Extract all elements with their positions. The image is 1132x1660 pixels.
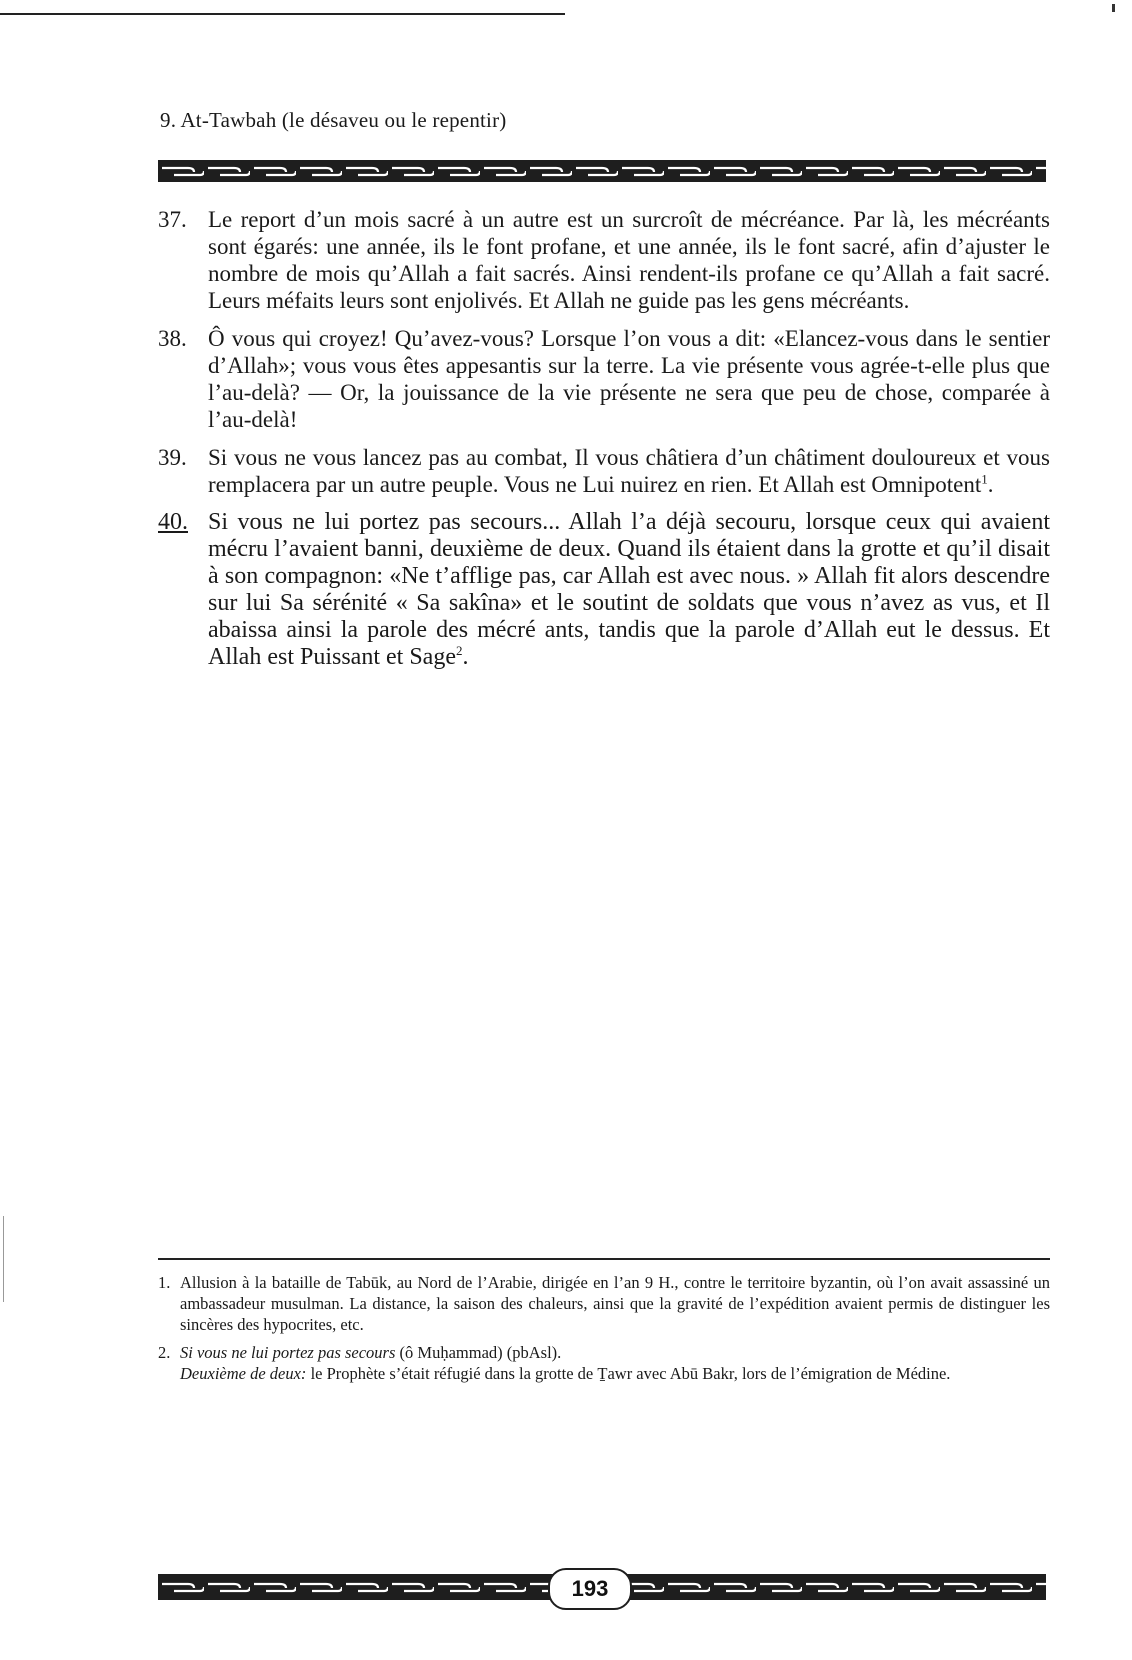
verse-body: Si vous ne lui portez pas secours... Allah l’a déjà secouru, lorsque ceux qui avaient mécru l’avaient banni, deuxième de deux. Quand ils étaient dans la grotte et qu’il disait à son compagnon: «Ne t’afflige pas, car Allah est avec nous. » Allah fit alors descendre sur lui Sa sérénité « Sa sakîna» et le soutint de soldats que vous n’avez as vus, et Il abaissa ainsi la parole des mécré ants, tandis que la parole d’Allah eut le dessus. Et Allah est Puissant et Sage bbox=[208, 509, 1050, 670]
verse-end: . bbox=[987, 472, 994, 497]
margin-line bbox=[3, 1216, 4, 1302]
top-rule bbox=[0, 13, 565, 15]
verse-text bbox=[208, 444, 1050, 498]
chain-ornament-top bbox=[158, 160, 1046, 182]
footnote-text: le Prophète s’était réfugié dans la grotte de Ṯawr avec Abū Bakr, lors de l’émigration de Médine. bbox=[306, 1364, 951, 1383]
footnote-italic: Si vous ne lui portez pas secours bbox=[180, 1343, 396, 1362]
verse-text: Le report d’un mois sacré à un autre est un surcroît de mécréance. Par là, les mécréants sont égarés: une année, ils le font profane, et une année, ils le font sacré, afin d’ajuster le nombre de mois qu’Allah a fait sacrés. Ainsi rendent-ils profane ce qu’Allah a fait sacré. Leurs méfaits leurs sont enjolivés. Et Allah ne guide pas les gens mécréants. bbox=[208, 207, 1050, 313]
footnote-line-1 bbox=[180, 1342, 1050, 1363]
verse-number: 40. bbox=[158, 509, 188, 535]
chapter-title: 9. At-Tawbah (le désaveu ou le repentir) bbox=[160, 108, 507, 132]
footnote-separator bbox=[158, 1258, 1050, 1260]
verse-number: 37. bbox=[158, 207, 187, 232]
verse-37 bbox=[158, 206, 1050, 314]
footnote-number: 1. bbox=[158, 1273, 171, 1292]
ornamental-band-top bbox=[158, 160, 1046, 182]
verse-text bbox=[208, 509, 1050, 671]
verse-number: 38. bbox=[158, 326, 187, 351]
verse-list bbox=[158, 206, 1050, 682]
verse-38 bbox=[158, 325, 1050, 433]
footnote-italic: Deuxième de deux: bbox=[180, 1364, 307, 1383]
footnote-text: (ô Muḥammad) (pbAsl). bbox=[395, 1343, 562, 1362]
verse-text: Ô vous qui croyez! Qu’avez-vous? Lorsque l’on vous a dit: «Elancez-vous dans le sentier d’Allah»; vous vous êtes appesantis sur la terre. La vie présente vous agrée-t-elle plus que l’au-delà? — Or, la jouissance de la vie présente ne sera que peu de chose, comparée à l’au-delà! bbox=[208, 326, 1050, 432]
verse-number: 39. bbox=[158, 445, 187, 470]
verse-39 bbox=[158, 444, 1050, 498]
verse-40 bbox=[158, 509, 1050, 671]
footnote-number: 2. bbox=[158, 1343, 171, 1362]
corner-mark bbox=[1112, 4, 1115, 12]
footnote-ref: 1 bbox=[981, 471, 988, 487]
footnote-list bbox=[158, 1272, 1050, 1391]
verse-end: . bbox=[462, 644, 469, 670]
page-number: 193 bbox=[548, 1568, 632, 1610]
footnote-line-2 bbox=[180, 1363, 1050, 1384]
footnote-text: Allusion à la bataille de Tabūk, au Nord de l’Arabie, dirigée en l’an 9 H., contre le territoire byzantin, où l’on avait assassiné un ambassadeur musulman. La distance, la saison des chaleurs, ainsi que la gravité de l’expédition avaient permis de distinguer les sincères des hypocrites, etc. bbox=[180, 1273, 1050, 1334]
footnote-2 bbox=[158, 1342, 1050, 1384]
footnote-ref: 2 bbox=[455, 643, 463, 658]
verse-body: Si vous ne vous lancez pas au combat, Il vous châtiera d’un châtiment douloureux et vous remplacera par un autre peuple. Vous ne Lui nuirez en rien. Et Allah est Omnipotent bbox=[208, 445, 1050, 497]
footnote-1 bbox=[158, 1272, 1050, 1335]
